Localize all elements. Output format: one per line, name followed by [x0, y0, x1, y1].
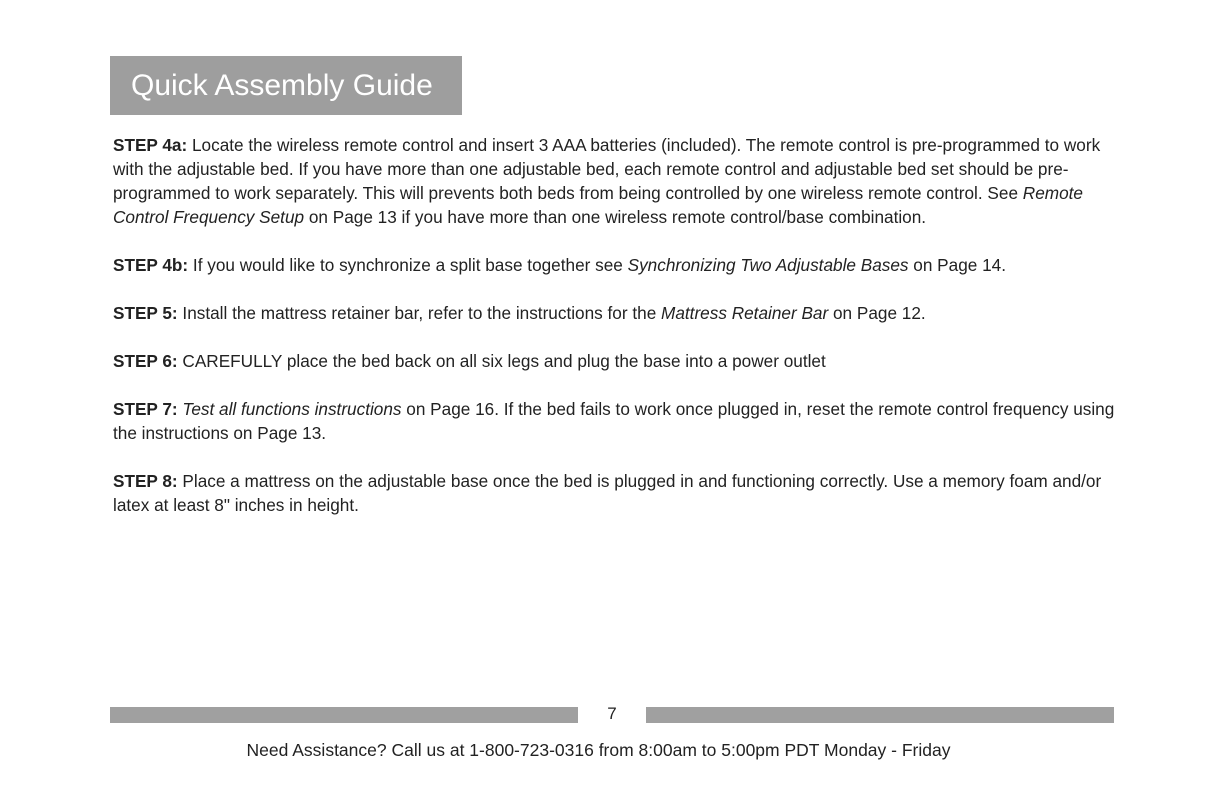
footer-divider-left — [110, 707, 578, 723]
step-reference: Test all functions instructions — [182, 399, 402, 419]
step-text: on Page 12. — [828, 303, 926, 323]
page-number: 7 — [607, 704, 617, 723]
step-reference: Remote Control Frequency Setup — [113, 183, 1083, 227]
step-6 — [113, 349, 1118, 373]
step-text: on Page 16. If the bed fails to work once plugged in, reset the remote control frequency using the instructions on Page 13. — [113, 399, 1115, 443]
step-8 — [113, 469, 1118, 517]
step-label: STEP 8: — [113, 471, 178, 491]
header-banner — [110, 56, 462, 115]
step-4b — [113, 253, 1118, 277]
step-label: STEP 4b: — [113, 255, 189, 275]
step-text: Install the mattress retainer bar, refer to the instructions for the — [177, 303, 662, 323]
step-5 — [113, 301, 1118, 325]
assistance-contact-line: Need Assistance? Call us at 1-800-723-0316 from 8:00am to 5:00pm PDT Monday - Friday — [246, 740, 951, 760]
page-title: Quick Assembly Guide — [131, 69, 433, 102]
step-label: STEP 7: — [113, 399, 178, 419]
step-label: STEP 4a: — [113, 135, 188, 155]
footer-divider-right — [646, 707, 1114, 723]
step-text: Locate the wireless remote control and insert 3 AAA batteries (included). The remote control is pre-programmed to work with the adjustable bed. If you have more than one adjustable bed, each remote control and adjustable bed set should be pre-programmed to work separately. This will prevents both beds from being controlled by one wireless remote control. See — [113, 135, 1101, 203]
step-4a — [113, 133, 1118, 229]
step-text: If you would like to synchronize a split base together see — [188, 255, 628, 275]
step-reference: Synchronizing Two Adjustable Bases — [627, 255, 909, 275]
step-reference: Mattress Retainer Bar — [661, 303, 829, 323]
step-text: Place a mattress on the adjustable base once the bed is plugged in and functioning correctly. Use a memory foam and/or latex at least 8" inches in height. — [113, 471, 1102, 515]
step-text: CAREFULLY place the bed back on all six legs and plug the base into a power outlet — [177, 351, 826, 371]
step-label: STEP 5: — [113, 303, 178, 323]
step-7 — [113, 397, 1118, 445]
step-label: STEP 6: — [113, 351, 178, 371]
steps-content — [113, 133, 1118, 541]
step-text: on Page 13 if you have more than one wireless remote control/base combination. — [304, 207, 927, 227]
step-text: on Page 14. — [908, 255, 1006, 275]
